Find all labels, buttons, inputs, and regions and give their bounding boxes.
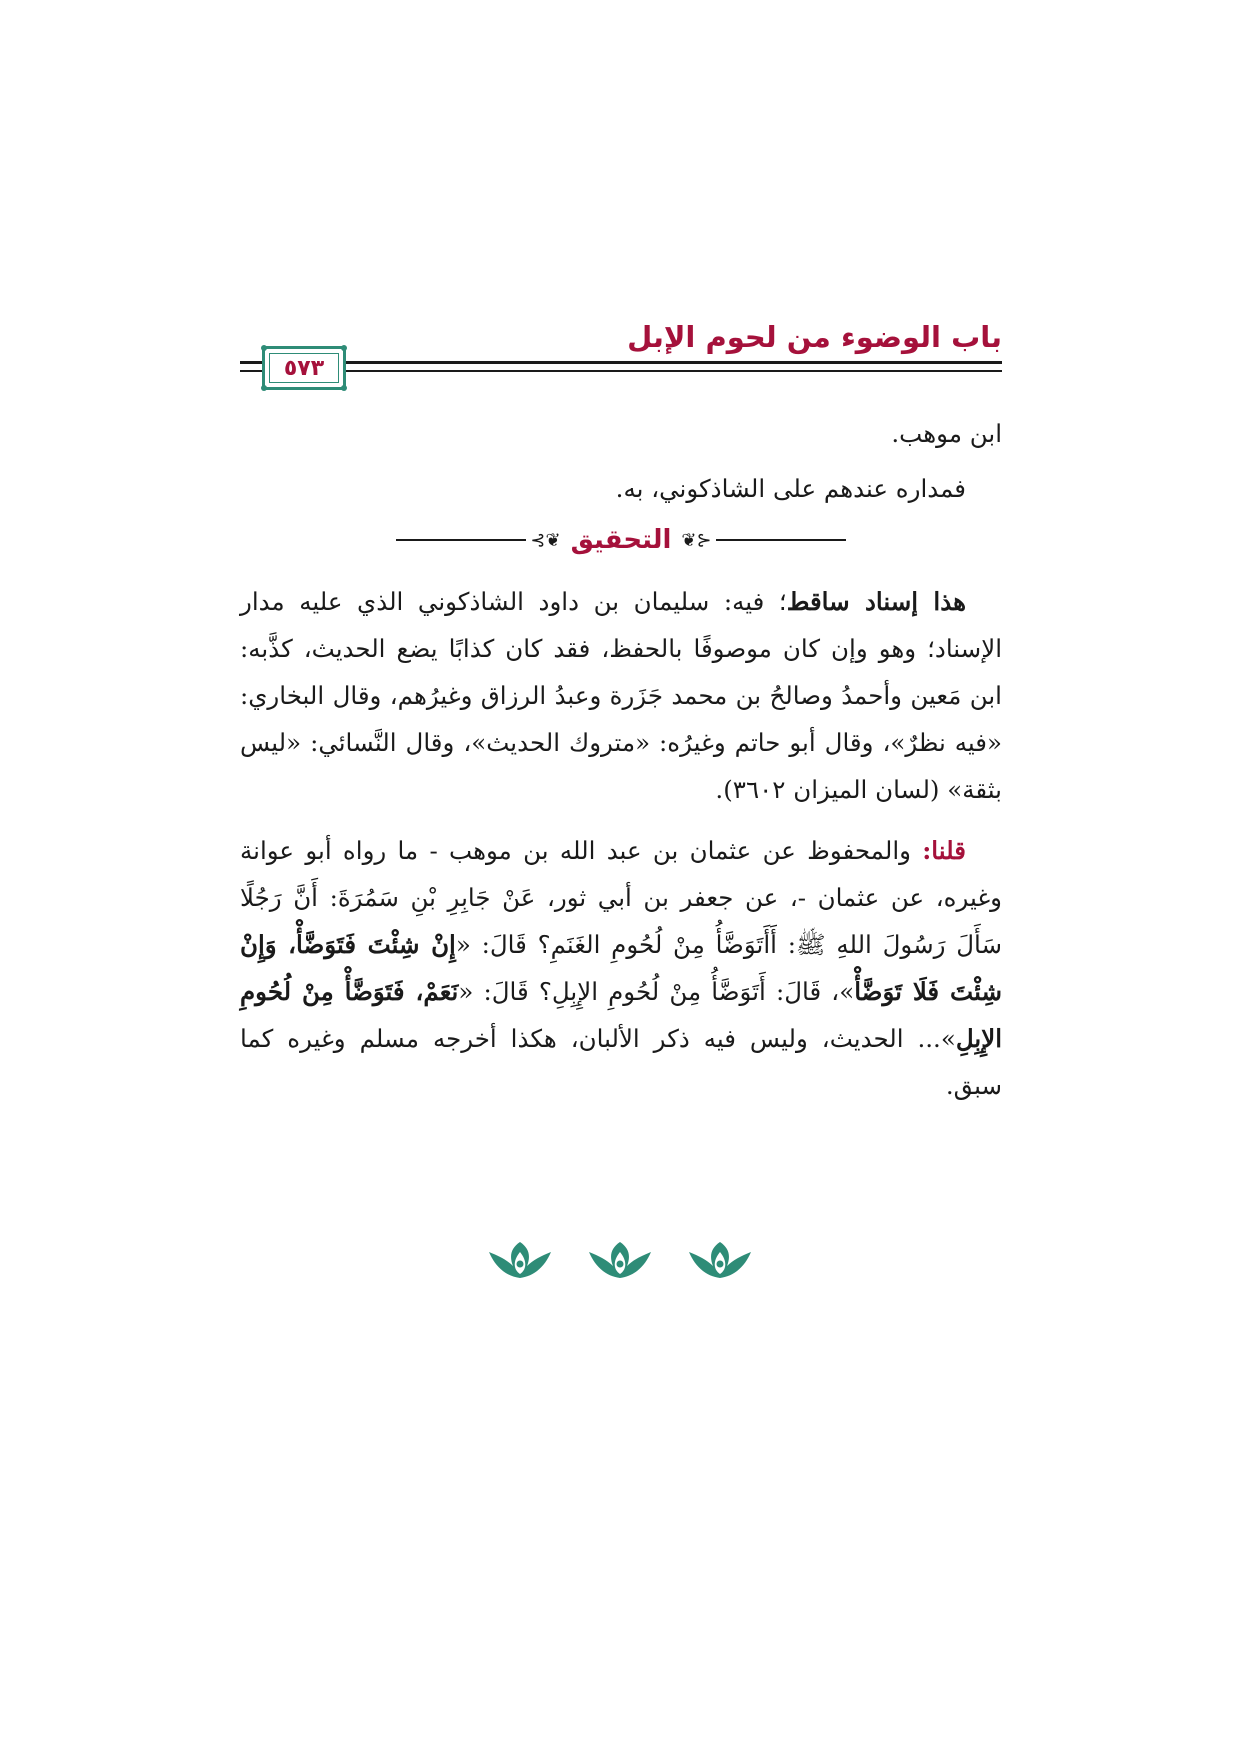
hadith-quote: إِنْ شِئْتَ فَتَوَضَّأْ، وَإِنْ شِئْتَ فَلَا تَوَضَّأْ bbox=[240, 930, 1002, 1006]
paragraph-text: »... الحديث، وليس فيه ذكر الألبان، هكذا أخرجه مسلم وغيره كما سبق. bbox=[240, 1024, 1002, 1100]
header-rule-top bbox=[240, 361, 1002, 364]
page-body bbox=[240, 410, 1002, 1109]
lotus-ornament-icon bbox=[587, 1240, 653, 1280]
paragraph-isnad bbox=[240, 578, 1002, 813]
scroll-ornament-icon: ⊰❦ bbox=[530, 529, 561, 551]
qulna-label: قلنا: bbox=[922, 836, 966, 865]
hadith-quote: نَعَمْ، فَتَوَضَّأْ مِنْ لُحُومِ الإِبِلِ bbox=[240, 977, 1002, 1053]
page-header bbox=[240, 314, 1002, 394]
section-heading: التحقيق bbox=[570, 524, 672, 555]
text-line: ابن موهب. bbox=[891, 419, 1002, 448]
isnad-verdict: هذا إسناد ساقط bbox=[786, 587, 967, 616]
paragraph-text: »، قَالَ: أَتَوَضَّأُ مِنْ لُحُومِ الإِبِلِ؟ قَالَ: « bbox=[458, 977, 855, 1006]
divider-line bbox=[396, 539, 526, 541]
badge-corner-icon bbox=[261, 345, 267, 351]
badge-corner-icon bbox=[341, 385, 347, 391]
badge-corner-icon bbox=[341, 345, 347, 351]
paragraph-text: ؛ فيه: سليمان بن داود الشاذكوني الذي عليه مدار الإسناد؛ وهو وإن كان موصوفًا بالحفظ، فقد كان كذابًا يضع الحديث، كذَّبه: ابن مَعين وأحمدُ وصالحُ بن محمد جَزَرة وعبدُ الرزاق وغيرُهم، وقال البخاري: «فيه نظرٌ»، وقال أبو حاتم وغيرُه: «متروك الحديث»، وقال النَّسائي: «ليس بثقة» (لسان الميزان ٣٦٠٢). bbox=[240, 587, 1002, 804]
page-number: ٥٧٣ bbox=[269, 353, 339, 383]
scroll-ornament-icon: ❦⊱ bbox=[681, 529, 712, 551]
page-number-badge bbox=[262, 346, 346, 390]
section-divider bbox=[240, 516, 1002, 564]
text-line: فمداره عندهم على الشاذكوني، به. bbox=[615, 474, 966, 503]
divider-line bbox=[716, 539, 846, 541]
paragraph-qulna bbox=[240, 827, 1002, 1109]
lotus-ornament-icon bbox=[487, 1240, 553, 1280]
paragraph-text: والمحفوظ عن عثمان بن عبد الله بن موهب - ما رواه أبو عوانة وغيره، عن عثمان -، عن جعفر بن أبي ثور، عَنْ جَابِرِ بْنِ سَمُرَةَ: أَنَّ رَجُلًا سَأَلَ رَسُولَ اللهِ ﷺ: أَأَتَوَضَّأُ مِنْ لُحُومِ الغَنَمِ؟ قَالَ: « bbox=[240, 836, 1002, 959]
chapter-title: باب الوضوء من لحوم الإبل bbox=[627, 320, 1002, 354]
badge-corner-icon bbox=[261, 385, 267, 391]
header-rule-bottom bbox=[240, 370, 1002, 372]
end-ornament bbox=[0, 1240, 1240, 1280]
lotus-ornament-icon bbox=[687, 1240, 753, 1280]
